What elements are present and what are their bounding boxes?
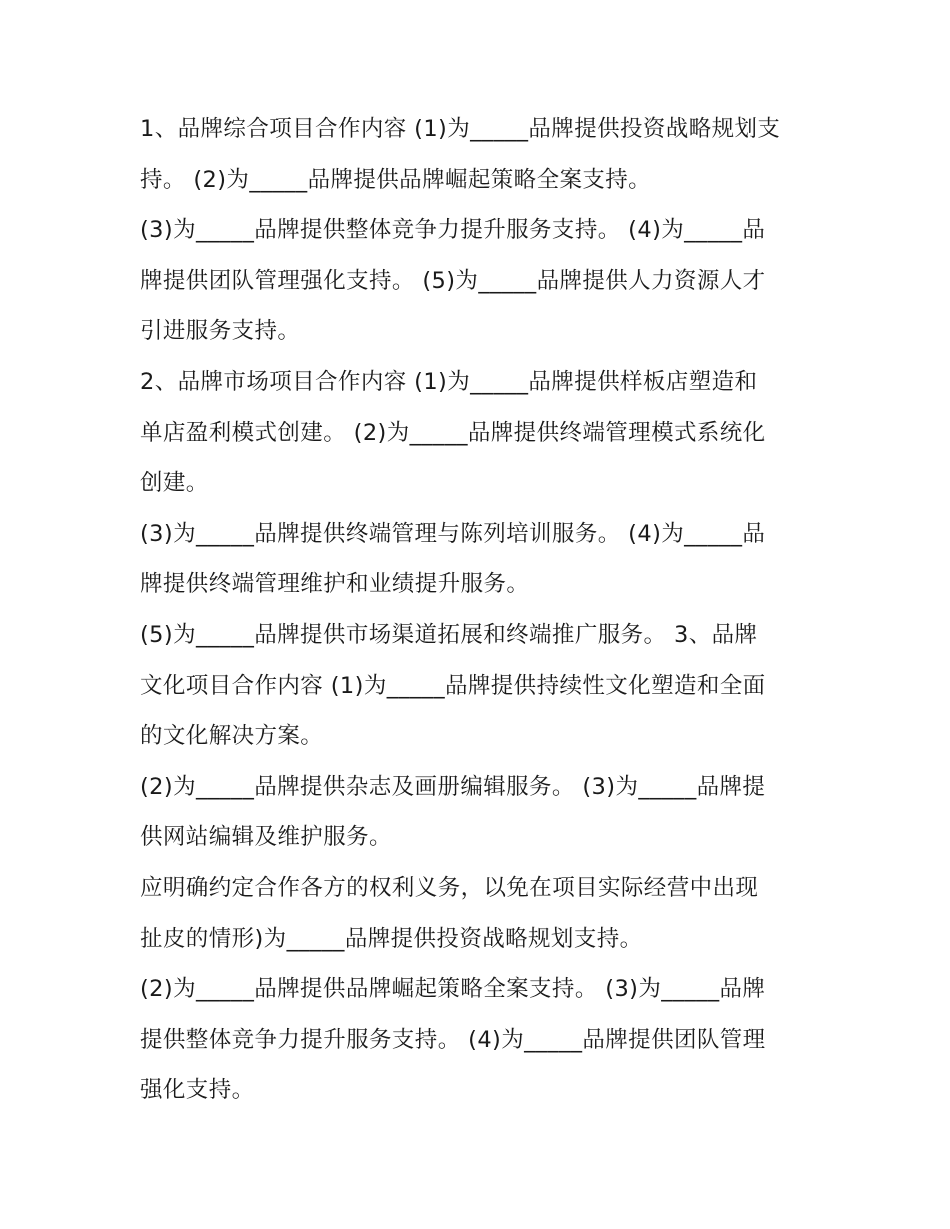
text-line: 扯皮的情形)为_____品牌提供投资战略规划支持。	[140, 925, 643, 952]
text-line: 文化项目合作内容 (1)为_____品牌提供持续性文化塑造和全面	[140, 672, 766, 699]
text-line: 牌提供团队管理强化支持。 (5)为_____品牌提供人力资源人才	[140, 267, 766, 294]
text-line: 应明确约定合作各方的权利义务，以免在项目实际经营中出现	[140, 874, 759, 901]
text-line: 的文化解决方案。	[140, 723, 324, 750]
text-line: 牌提供终端管理维护和业绩提升服务。	[140, 571, 530, 598]
text-line: (3)为_____品牌提供整体竞争力提升服务支持。 (4)为_____品	[140, 217, 766, 244]
text-line: (3)为_____品牌提供终端管理与陈列培训服务。 (4)为_____品	[140, 520, 766, 547]
text-line: 1、品牌综合项目合作内容 (1)为_____品牌提供投资战略规划支	[140, 116, 781, 142]
document-body	[140, 104, 820, 1116]
text-line: 引进服务支持。	[140, 318, 301, 345]
text-line: 提供整体竞争力提升服务支持。 (4)为_____品牌提供团队管理	[140, 1026, 766, 1053]
text-line: (5)为_____品牌提供市场渠道拓展和终端推广服务。 3、品牌	[140, 621, 758, 648]
text-line: 创建。	[140, 470, 209, 497]
text-line: (2)为_____品牌提供杂志及画册编辑服务。 (3)为_____品牌提	[140, 773, 766, 800]
text-line: 持。 (2)为_____品牌提供品牌崛起策略全案支持。	[140, 166, 652, 193]
text-line: 2、品牌市场项目合作内容 (1)为_____品牌提供样板店塑造和	[140, 368, 758, 395]
text-line: 供网站编辑及维护服务。	[140, 824, 392, 851]
text-line: 单店盈利模式创建。 (2)为_____品牌提供终端管理模式系统化	[140, 419, 766, 446]
text-line: (2)为_____品牌提供品牌崛起策略全案支持。 (3)为_____品牌	[140, 976, 766, 1003]
text-line: 强化支持。	[140, 1077, 255, 1104]
